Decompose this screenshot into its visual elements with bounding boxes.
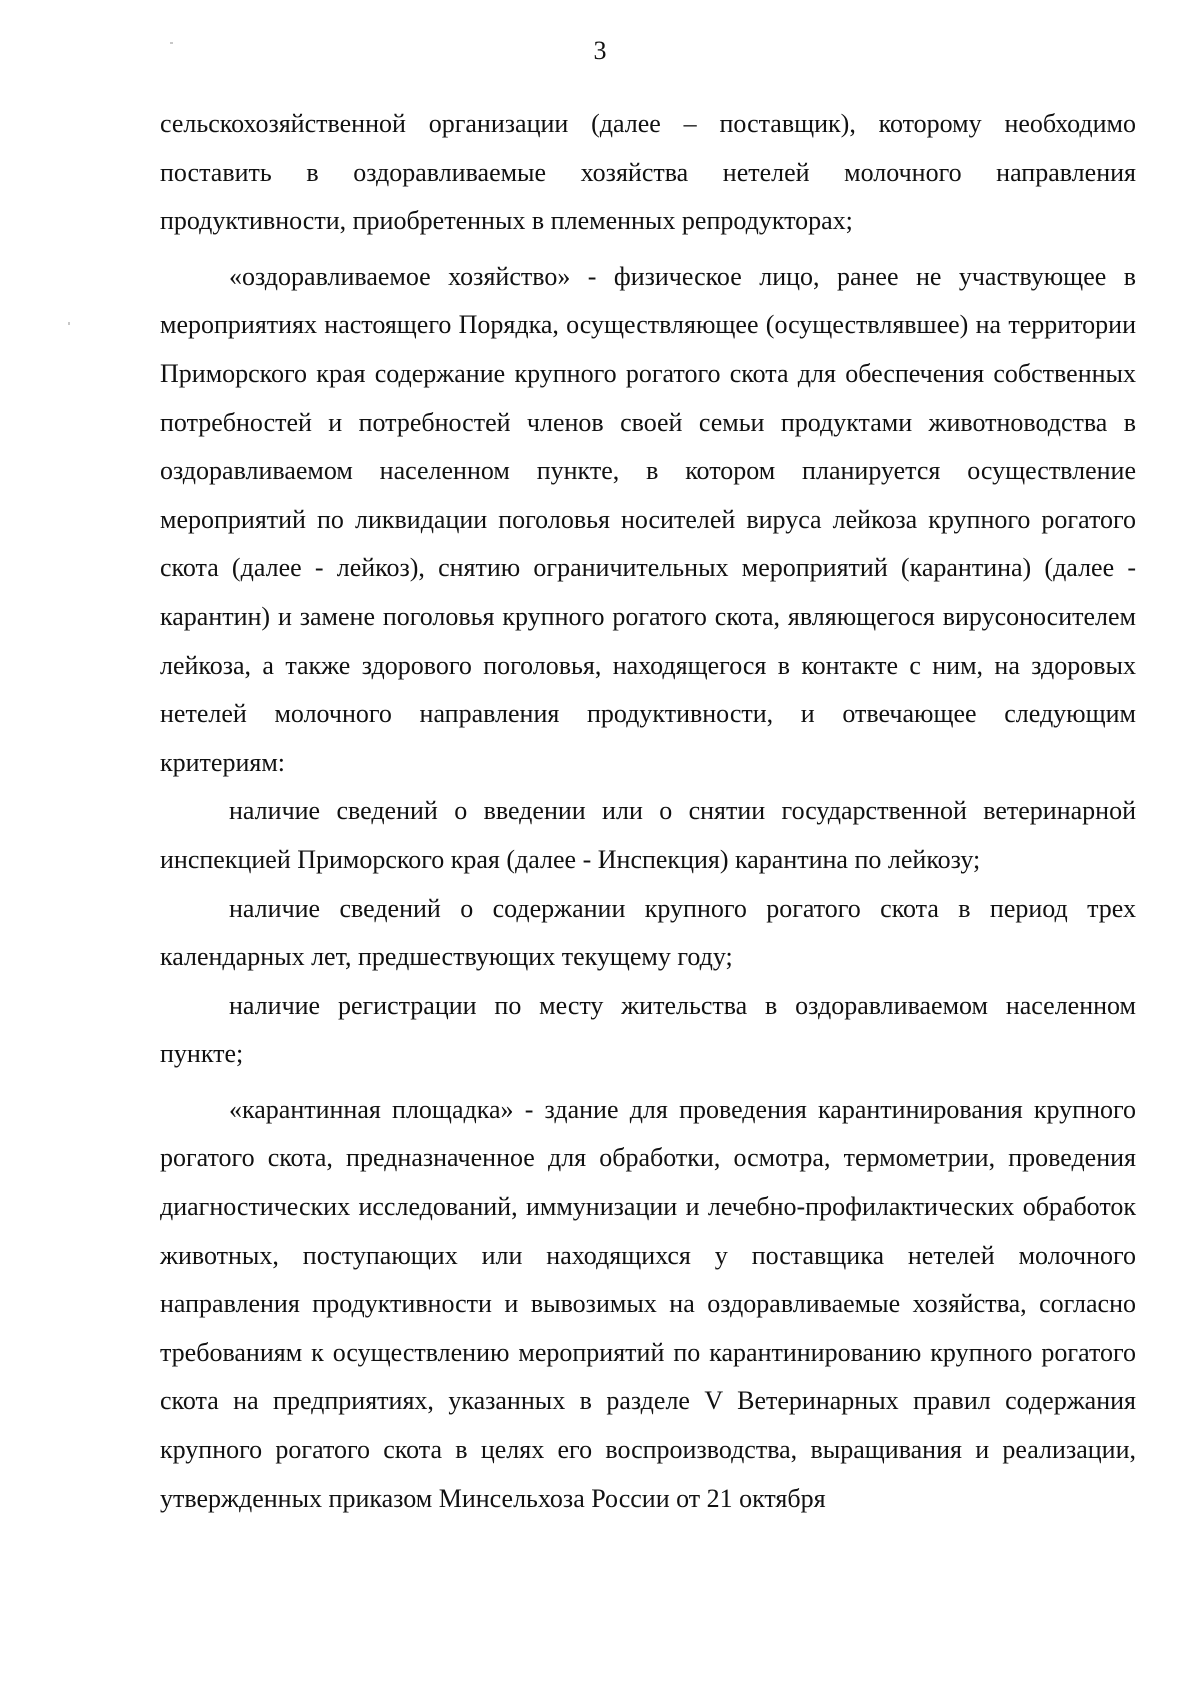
paragraph-criterion-cattle-keeping: наличие сведений о содержании крупного рогатого скота в период трех календарных лет, предшествующих текущему году; bbox=[160, 893, 1136, 972]
paragraph-criterion-quarantine-info: наличие сведений о введении или о снятии государственной ветеринарной инспекцией Приморского края (далее - Инспекция) карантина по лейкозу; bbox=[160, 796, 1136, 874]
page-number: 3 bbox=[593, 36, 607, 65]
document-body bbox=[160, 100, 1136, 1523]
scan-speck bbox=[68, 322, 70, 325]
paragraph-criterion-registration: наличие регистрации по месту жительства в оздоравливаемом населенном пункте; bbox=[160, 990, 1136, 1069]
paragraph-supplier-continuation: сельскохозяйственной организации (далее – поставщик), которому необходимо поставить в оздоравливаемые хозяйства нетелей молочного направления продуктивности, приобретенных в племенных репродукторах; bbox=[160, 109, 1136, 236]
paragraph-definition-quarantine-site: «карантинная площадка» - здание для проведения карантинирования крупного рогатого скота, предназначенное для обработки, осмотра, термометрии, проведения диагностических исследований, иммунизации и лечебно-профилактических обработок животных, поступающих или находящихся у поставщика нетелей молочного направления продуктивности и вывозимых на оздоравливаемые хозяйства, согласно требованиям к осуществлению мероприятий по карантинированию крупного рогатого скота на предприятиях, указанных в разделе V Ветеринарных правил содержания крупного рогатого скота в целях его воспроизводства, выращивания и реализации, утвержденных приказом Минсельхоза России от 21 октября bbox=[160, 1094, 1136, 1513]
paragraph-definition-recovering-farm: «оздоравливаемое хозяйство» - физическое лицо, ранее не участвующее в мероприятиях настоящего Порядка, осуществляющее (осуществлявшее) на территории Приморского края содержание крупного рогатого скота для обеспечения собственных потребностей и потребностей членов своей семьи продуктами животноводства в оздоравливаемом населенном пункте, в котором планируется осуществление мероприятий по ликвидации поголовья носителей вируса лейкоза крупного рогатого скота (далее - лейкоз), снятию ограничительных мероприятий (карантина) (далее - карантин) и замене поголовья крупного рогатого скота, являющегося вирусоносителем лейкоза, а также здорового поголовья, находящегося в контакте с ним, на здоровых нетелей молочного направления продуктивности, и отвечающее следующим критериям: bbox=[160, 261, 1136, 777]
